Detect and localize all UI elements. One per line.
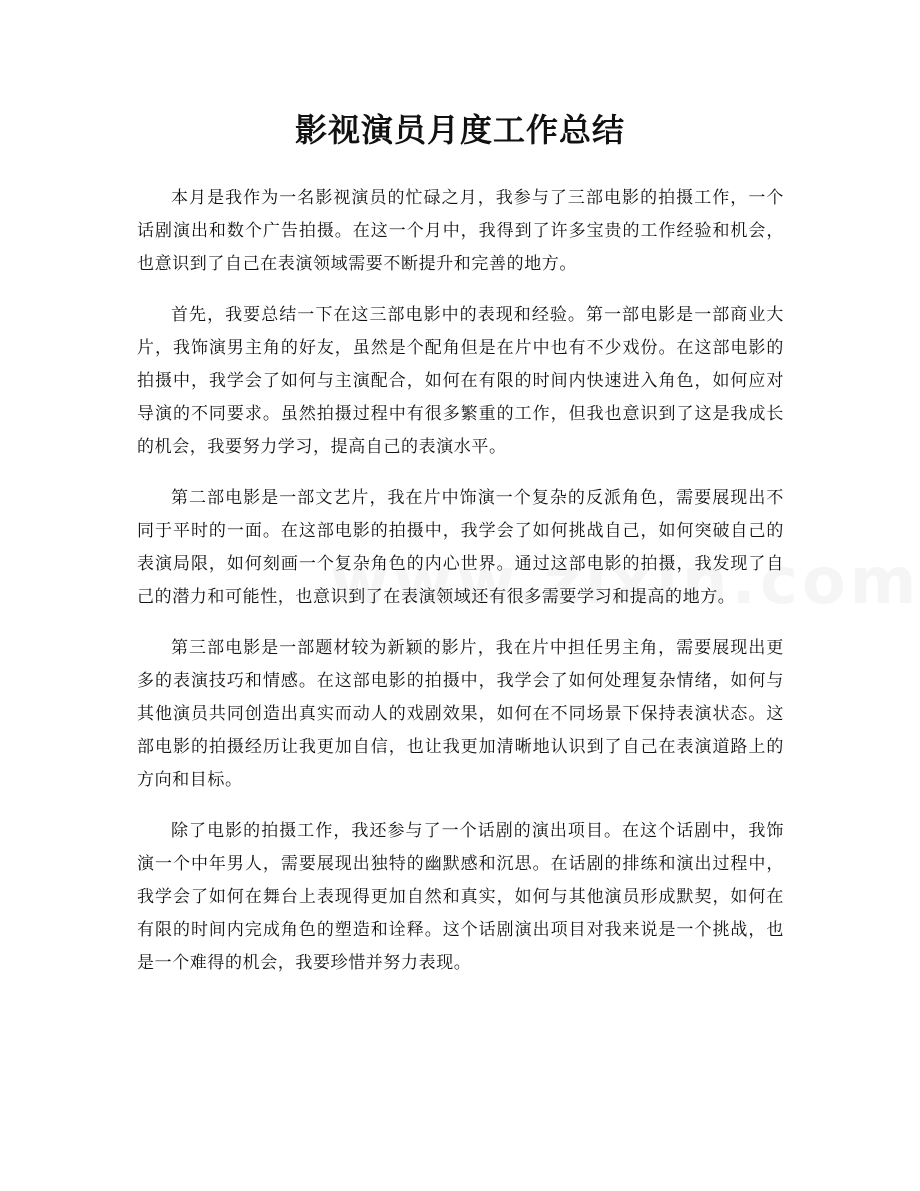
- paragraph-4: 第三部电影是一部题材较为新颖的影片，我在片中担任男主角，需要展现出更多的表演技巧和情感。在这部电影的拍摄中，我学会了如何处理复杂情绪，如何与其他演员共同创造出真实而动人的戏剧效果，如何在不同场景下保持表演状态。这部电影的拍摄经历让我更加自信，也让我更加清晰地认识到了自己在表演道路上的方向和目标。: [137, 638, 784, 790]
- paragraph-1: 本月是我作为一名影视演员的忙碌之月，我参与了三部电影的拍摄工作，一个话剧演出和数个广告拍摄。在这一个月中，我得到了许多宝贵的工作经验和机会，也意识到了自己在表演领域需要不断提升和完善的地方。: [137, 188, 784, 274]
- document-body: [137, 182, 784, 998]
- document-title: 影视演员月度工作总结: [294, 111, 625, 149]
- paragraph-2: 首先，我要总结一下在这三部电影中的表现和经验。第一部电影是一部商业大片，我饰演男主角的好友，虽然是个配角但是在片中也有不少戏份。在这部电影的拍摄中，我学会了如何与主演配合，如何在有限的时间内快速进入角色，如何应对导演的不同要求。虽然拍摄过程中有很多繁重的工作，但我也意识到了这是我成长的机会，我要努力学习，提高自己的表演水平。: [137, 305, 784, 457]
- paragraph-5: 除了电影的拍摄工作，我还参与了一个话剧的演出项目。在这个话剧中，我饰演一个中年男人，需要展现出独特的幽默感和沉思。在话剧的排练和演出过程中，我学会了如何在舞台上表现得更加自然和真实，如何与其他演员形成默契，如何在有限的时间内完成角色的塑造和诠释。这个话剧演出项目对我来说是一个挑战，也是一个难得的机会，我要珍惜并努力表现。: [137, 821, 784, 973]
- paragraph-3: 第二部电影是一部文艺片，我在片中饰演一个复杂的反派角色，需要展现出不同于平时的一面。在这部电影的拍摄中，我学会了如何挑战自己，如何突破自己的表演局限，如何刻画一个复杂角色的内心世界。通过这部电影的拍摄，我发现了自己的潜力和可能性，也意识到了在表演领域还有很多需要学习和提高的地方。: [137, 488, 784, 607]
